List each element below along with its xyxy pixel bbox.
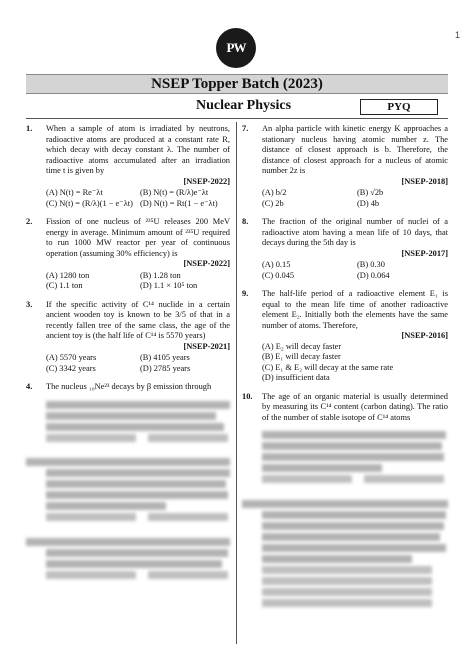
option-c: (C) N(t) = (R/λ)(1 − e⁻λt) [46, 198, 133, 208]
header-rule [26, 118, 448, 119]
exam-tag: [NSEP-2016] [401, 331, 448, 340]
question-number: 9. [242, 289, 249, 298]
left-column [26, 124, 230, 585]
option-a: (A) b/2 [262, 188, 287, 197]
option-c: (C) 1.1 ton [46, 281, 83, 290]
option-a: (A) E₂ will decay faster [262, 341, 342, 351]
option-c: (C) 0.045 [262, 270, 295, 280]
question-number: 1. [26, 124, 33, 133]
question-9 [242, 289, 448, 384]
question-8 [242, 217, 448, 281]
option-b: (B) 1.28 ton [140, 270, 181, 280]
exam-tag: [NSEP-2017] [401, 248, 448, 258]
exam-tag: [NSEP-2018] [401, 176, 448, 186]
option-a: (A) 5570 years [46, 353, 97, 362]
option-c: (C) E₁ & E₂ will decay at the same rate [262, 362, 394, 372]
option-a: (A) 1280 ton [46, 270, 90, 280]
right-column [242, 124, 448, 610]
page-title: NSEP Topper Batch (2023) [151, 75, 323, 92]
exam-tag: [NSEP-2022] [183, 176, 230, 186]
option-d: (D) N(t) = Rt(1 − e⁻λt) [140, 198, 218, 208]
question-number: 4. [26, 382, 33, 391]
exam-tag: [NSEP-2022] [183, 259, 230, 268]
pyq-badge: PYQ [360, 99, 438, 115]
page-number: 1 [454, 30, 460, 40]
option-b: (B) √2b [357, 188, 384, 197]
option-d: (D) 2785 years [140, 363, 191, 373]
question-text: Fission of one nucleus of ²³⁵U releases 200 MeV energy in average. Minimum amount of ²³⁵U required to run 1000 MW reactor per year of continuous operation (assuming 30% efficiency) is [46, 217, 230, 258]
question-text: An alpha particle with kinetic energy K approaches a stationary nucleus having atomic number z. The distance of closest approach is b. Therefore, the distance of closest approach for a nucleus of atomic number 2z is [262, 124, 448, 175]
question-number: 7. [242, 124, 249, 133]
question-1 [26, 124, 230, 209]
question-text: The nucleus ₁₀Ne²³ decays by β emission through [46, 382, 212, 391]
option-b: (B) 4105 years [140, 353, 190, 362]
question-4 [26, 382, 230, 393]
question-text: The fraction of the original number of nuclei of a radioactive atom having a mean life of 10 days, that decays during the 5th day is [262, 217, 448, 247]
question-number: 8. [242, 217, 249, 226]
subheader [26, 98, 448, 116]
option-b: (B) E₁ will decay faster [262, 352, 341, 361]
option-d: (D) insufficient data [262, 373, 330, 382]
subject-title: Nuclear Physics [196, 98, 292, 113]
question-text: The age of an organic material is usually determined by measuring its C¹⁴ content (carbon dating). The ratio of the number of stable isotope of C¹⁴ atoms [262, 391, 448, 422]
option-d: (D) 1.1 × 10⁵ ton [140, 281, 198, 290]
question-10 [242, 392, 448, 424]
option-b: (B) 0.30 [357, 260, 385, 269]
option-d: (D) 4b [357, 198, 380, 208]
question-7 [242, 124, 448, 209]
option-c: (C) 3342 years [46, 363, 96, 373]
blurred-content [242, 431, 448, 607]
question-number: 2. [26, 217, 33, 226]
logo-text: PW [226, 40, 246, 55]
question-2 [26, 217, 230, 292]
option-c: (C) 2b [262, 198, 284, 208]
exam-tag: [NSEP-2021] [183, 341, 230, 351]
blurred-content [26, 401, 230, 586]
option-a: (A) 0.15 [262, 260, 291, 269]
option-d: (D) 0.064 [357, 270, 390, 280]
title-band [26, 74, 448, 94]
question-text: When a sample of atom is irradiated by neutrons, radioactive atoms are produced at a constant rate R, which decay with decay constant λ. The number of radioactive atoms accumulated after an irradiation time t is given by [46, 124, 230, 175]
question-text: If the specific activity of C¹⁴ nuclide in a certain ancient wooden toy is known to be 3/5 of that in a recently fallen tree of the same class, the age of the ancient toy is (the half life of C¹⁴ is 5570 years) [46, 299, 230, 340]
column-divider [236, 122, 237, 644]
option-a: (A) N(t) = Re⁻λt [46, 188, 103, 197]
question-number: 10. [242, 391, 253, 401]
question-text: The half-life period of a radioactive element E₁ is equal to the mean life time of another radioactive element E₂. Initially both the elements have the same number of atoms. Therefore, [262, 289, 448, 330]
option-b: (B) N(t) = (R/λ)e⁻λt [140, 188, 209, 197]
question-3 [26, 300, 230, 375]
question-number: 3. [26, 299, 33, 309]
pw-logo [216, 28, 256, 68]
